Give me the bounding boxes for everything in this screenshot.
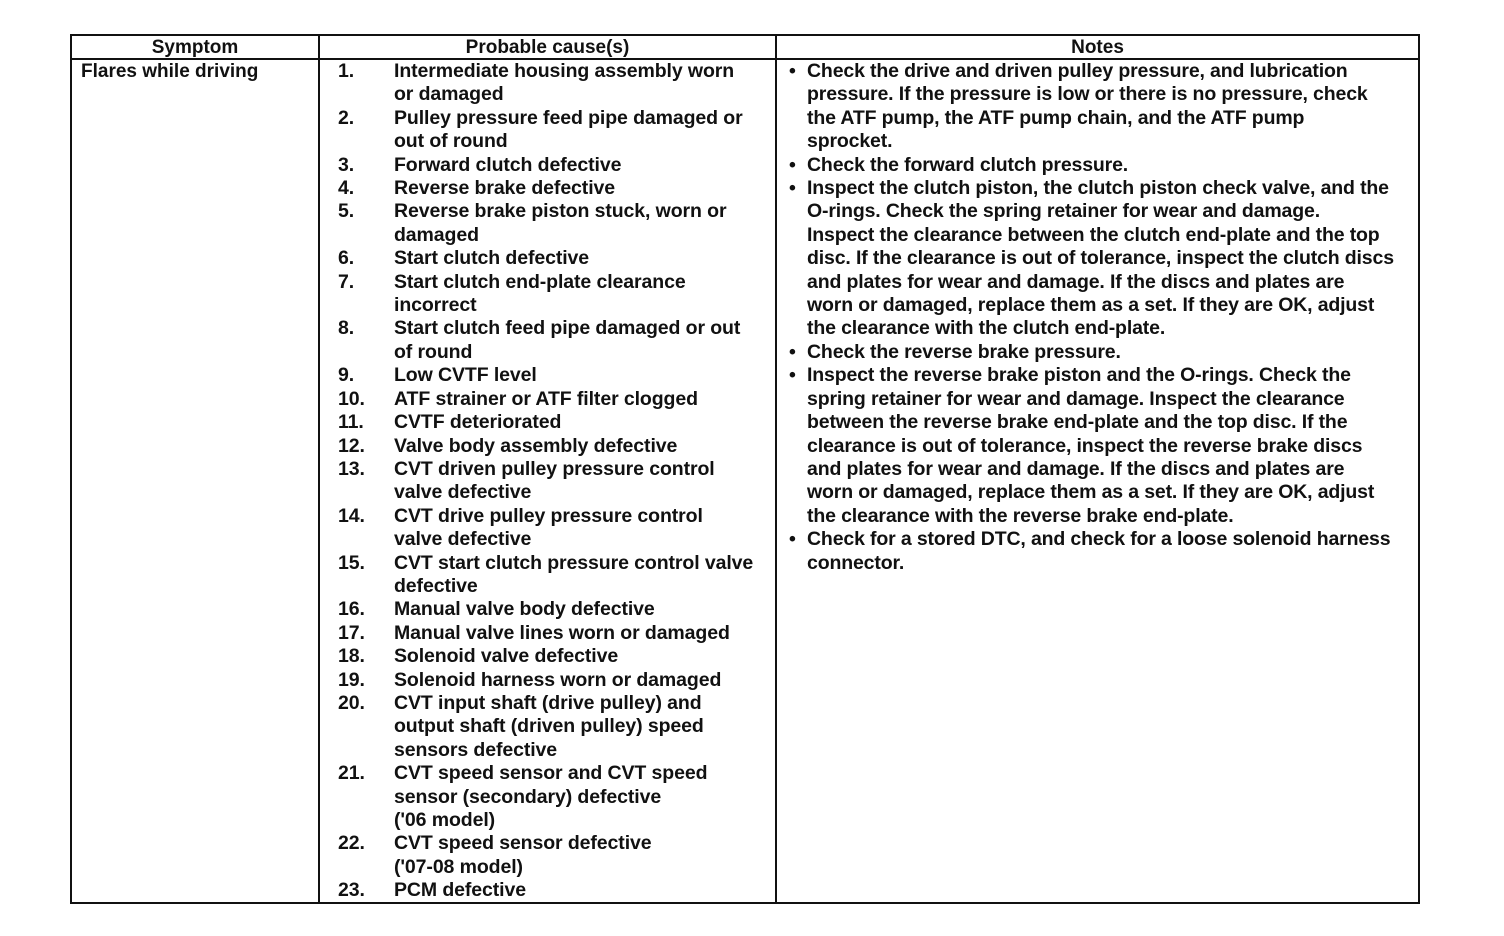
- note-text-line: worn or damaged, replace them as a set. If they are OK, adjust: [807, 294, 1375, 317]
- cause-text-line: Valve body assembly defective: [394, 434, 678, 457]
- cause-text-line: CVT speed sensor defective: [394, 832, 652, 855]
- cause-number: 14.: [338, 504, 365, 527]
- cause-number: 7.: [338, 270, 355, 293]
- cause-number: 21.: [338, 762, 365, 785]
- symptom-cell: [72, 60, 320, 903]
- cause-text: [394, 598, 775, 621]
- note-text-line: clearance is out of tolerance, inspect the reverse brake discs: [807, 434, 1363, 457]
- cause-number: 16.: [338, 598, 365, 621]
- cause-text: [394, 645, 775, 668]
- cause-item: [320, 271, 775, 318]
- bullet-icon: •: [789, 364, 796, 387]
- cause-number: 1.: [338, 60, 355, 82]
- cause-text: [394, 388, 775, 411]
- header-notes: Notes: [777, 36, 1418, 60]
- cause-text: [394, 435, 775, 458]
- notes-cell: [777, 60, 1418, 903]
- causes-list: [320, 60, 775, 903]
- note-text-line: Inspect the clutch piston, the clutch piston check valve, and the: [807, 177, 1389, 200]
- cause-text-line: Manual valve lines worn or damaged: [394, 621, 730, 644]
- cause-text-line: of round: [394, 340, 473, 363]
- cause-text: [394, 364, 775, 387]
- cause-text-line: Reverse brake defective: [394, 177, 616, 200]
- cause-text-line: CVT start clutch pressure control valve: [394, 551, 754, 574]
- cause-number: 15.: [338, 551, 365, 574]
- cause-text-line: Reverse brake piston stuck, worn or: [394, 200, 727, 223]
- cause-item: [320, 505, 775, 552]
- cause-text: [394, 247, 775, 270]
- cause-item: [320, 879, 775, 902]
- cause-text-line: Low CVTF level: [394, 364, 537, 387]
- cause-item: [320, 200, 775, 247]
- cause-text-line: incorrect: [394, 294, 477, 317]
- cause-text-line: Pulley pressure feed pipe damaged or: [394, 106, 743, 129]
- cause-text-line: valve defective: [394, 481, 532, 504]
- cause-text: [394, 200, 775, 247]
- cause-text-line: Forward clutch defective: [394, 153, 622, 176]
- cause-item: [320, 247, 775, 270]
- cause-number: 4.: [338, 177, 355, 200]
- cause-number: 6.: [338, 247, 355, 270]
- cause-number: 10.: [338, 387, 365, 410]
- cause-text: [394, 458, 775, 505]
- cause-text: [394, 832, 775, 879]
- note-text-line: the clearance with the reverse brake end-plate.: [807, 504, 1234, 527]
- notes-list: [777, 60, 1418, 575]
- note-text-line: the ATF pump, the ATF pump chain, and the ATF pump: [807, 106, 1305, 129]
- note-text-line: spring retainer for wear and damage. Inspect the clearance: [807, 387, 1345, 410]
- cause-text-line: or damaged: [394, 83, 504, 106]
- cause-text-line: ('06 model): [394, 809, 496, 831]
- cause-item: [320, 435, 775, 458]
- header-symptom: Symptom: [72, 36, 320, 60]
- note-text: [807, 177, 1418, 341]
- cause-text-line: PCM defective: [394, 879, 526, 902]
- cause-text-line: out of round: [394, 130, 508, 153]
- note-text-line: connector.: [807, 551, 905, 574]
- cause-text-line: ATF strainer or ATF filter clogged: [394, 387, 698, 410]
- note-item: [777, 177, 1418, 341]
- cause-number: 19.: [338, 668, 365, 691]
- cause-text-line: sensor (secondary) defective: [394, 785, 662, 808]
- note-text-line: Check for a stored DTC, and check for a loose solenoid harness: [807, 528, 1391, 551]
- cause-text-line: CVT input shaft (drive pulley) and: [394, 691, 702, 714]
- cause-text-line: Solenoid valve defective: [394, 645, 619, 668]
- cause-item: [320, 411, 775, 434]
- cause-text-line: ('07-08 model): [394, 855, 523, 878]
- cause-text-line: CVT driven pulley pressure control: [394, 457, 715, 480]
- bullet-icon: •: [789, 60, 796, 82]
- cause-number: 5.: [338, 200, 355, 223]
- cause-text-line: valve defective: [394, 528, 532, 551]
- cause-text-line: Solenoid harness worn or damaged: [394, 668, 722, 691]
- cause-text: [394, 669, 775, 692]
- cause-text-line: Start clutch end-plate clearance: [394, 270, 686, 293]
- note-text-line: Check the forward clutch pressure.: [807, 153, 1129, 176]
- cause-text: [394, 552, 775, 599]
- cause-text-line: output shaft (driven pulley) speed: [394, 715, 704, 738]
- note-item: [777, 364, 1418, 528]
- note-text-line: Inspect the reverse brake piston and the O-rings. Check the: [807, 364, 1351, 387]
- cause-text-line: damaged: [394, 223, 479, 246]
- header-probable-causes: Probable cause(s): [320, 36, 777, 60]
- cause-item: [320, 177, 775, 200]
- cause-text: [394, 60, 775, 107]
- cause-text-line: defective: [394, 574, 478, 597]
- cause-item: [320, 317, 775, 364]
- note-text-line: Check the drive and driven pulley pressure, and lubrication: [807, 60, 1348, 82]
- note-text-line: disc. If the clearance is out of tolerance, inspect the clutch discs: [807, 247, 1394, 270]
- note-item: [777, 60, 1418, 154]
- bullet-icon: •: [789, 153, 796, 176]
- cause-number: 18.: [338, 645, 365, 668]
- cause-text-line: Manual valve body defective: [394, 598, 655, 621]
- bullet-icon: •: [789, 177, 796, 200]
- cause-text: [394, 622, 775, 645]
- bullet-icon: •: [789, 528, 796, 551]
- cause-text: [394, 762, 775, 832]
- cause-text-line: Intermediate housing assembly worn: [394, 60, 735, 82]
- cause-item: [320, 388, 775, 411]
- note-text: [807, 528, 1418, 575]
- cause-text: [394, 177, 775, 200]
- cause-number: 9.: [338, 364, 355, 387]
- cause-text: [394, 154, 775, 177]
- cause-text: [394, 317, 775, 364]
- cause-text: [394, 107, 775, 154]
- note-item: [777, 154, 1418, 177]
- cause-number: 22.: [338, 832, 365, 855]
- cause-text-line: Start clutch defective: [394, 247, 590, 270]
- note-text-line: worn or damaged, replace them as a set. If they are OK, adjust: [807, 481, 1375, 504]
- cause-item: [320, 669, 775, 692]
- cause-item: [320, 692, 775, 762]
- cause-text-line: CVTF deteriorated: [394, 411, 562, 434]
- bullet-icon: •: [789, 340, 796, 363]
- troubleshooting-table: [70, 34, 1420, 904]
- cause-number: 17.: [338, 621, 365, 644]
- cause-text: [394, 692, 775, 762]
- cause-text-line: CVT speed sensor and CVT speed: [394, 762, 708, 785]
- note-text: [807, 154, 1418, 177]
- cause-item: [320, 60, 775, 107]
- cause-text: [394, 271, 775, 318]
- cause-item: [320, 622, 775, 645]
- cause-item: [320, 458, 775, 505]
- note-text: [807, 341, 1418, 364]
- note-text-line: between the reverse brake end-plate and the top disc. If the: [807, 411, 1348, 434]
- causes-cell: [320, 60, 777, 903]
- note-text-line: pressure. If the pressure is low or there is no pressure, check: [807, 83, 1368, 106]
- cause-item: [320, 154, 775, 177]
- cause-number: 11.: [338, 411, 364, 434]
- cause-item: [320, 762, 775, 832]
- note-text: [807, 60, 1418, 154]
- note-text-line: Check the reverse brake pressure.: [807, 340, 1121, 363]
- cause-item: [320, 107, 775, 154]
- cause-text: [394, 879, 775, 902]
- cause-number: 20.: [338, 691, 365, 714]
- cause-number: 8.: [338, 317, 355, 340]
- cause-item: [320, 645, 775, 668]
- note-text-line: and plates for wear and damage. If the discs and plates are: [807, 270, 1345, 293]
- cause-text: [394, 505, 775, 552]
- note-item: [777, 341, 1418, 364]
- cause-number: 2.: [338, 106, 355, 129]
- note-text-line: sprocket.: [807, 130, 893, 153]
- cause-item: [320, 832, 775, 879]
- note-text-line: the clearance with the clutch end-plate.: [807, 317, 1166, 340]
- symptom-text: Flares while driving: [81, 61, 259, 82]
- cause-item: [320, 364, 775, 387]
- cause-number: 13.: [338, 457, 365, 480]
- cause-item: [320, 552, 775, 599]
- cause-text-line: Start clutch feed pipe damaged or out: [394, 317, 741, 340]
- cause-item: [320, 598, 775, 621]
- cause-text-line: CVT drive pulley pressure control: [394, 504, 703, 527]
- cause-number: 3.: [338, 153, 355, 176]
- note-text-line: and plates for wear and damage. If the discs and plates are: [807, 457, 1345, 480]
- cause-number: 12.: [338, 434, 365, 457]
- note-text: [807, 364, 1418, 528]
- note-item: [777, 528, 1418, 575]
- cause-text-line: sensors defective: [394, 738, 558, 761]
- cause-text: [394, 411, 775, 434]
- cause-number: 23.: [338, 879, 365, 902]
- note-text-line: O-rings. Check the spring retainer for wear and damage.: [807, 200, 1320, 223]
- note-text-line: Inspect the clearance between the clutch end-plate and the top: [807, 223, 1380, 246]
